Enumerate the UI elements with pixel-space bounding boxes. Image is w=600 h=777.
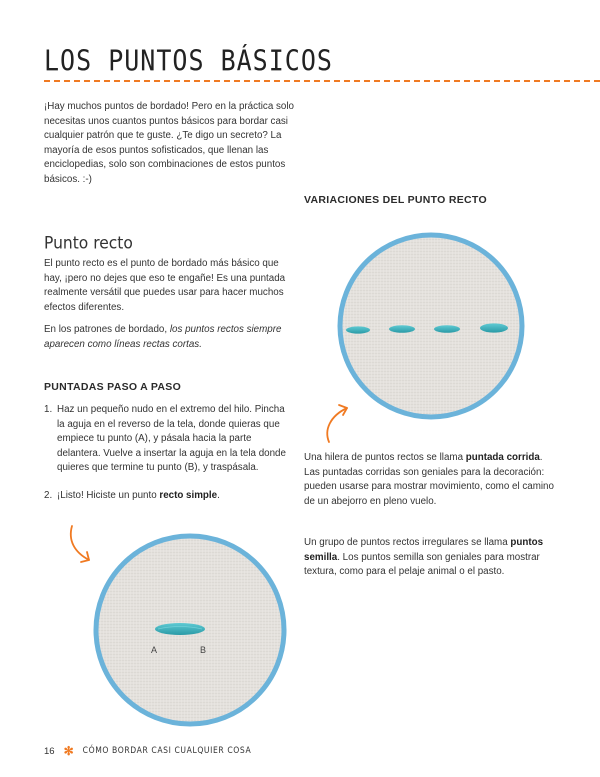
stitch [389,325,415,333]
semilla-bold-text: puntos semilla [304,537,544,563]
patterns-paragraph [44,323,294,352]
page-number: 16 [44,745,55,757]
point-b-label: B [200,645,207,655]
arrow-icon [320,398,356,448]
stitch [346,326,370,333]
title-divider [44,80,600,82]
corrida-bold-text: puntada corrida [465,452,540,463]
corrida-text: Una hilera de puntos rectos se llama [304,452,466,463]
semilla-text: Un grupo de puntos rectos irregulares se llama [304,537,511,548]
intro-paragraph: ¡Hay muchos puntos de bordado! Pero en la práctica solo necesitas unos cuantos puntos básicos para bordar casi cualquier patrón que te guste. ¿Te digo un secreto? La mayoría de esos puntos sofisticados, que llenan las enciclopedias, solo son combinaciones de estos puntos básicos. :-) [44,101,294,185]
corrida-text-suffix: . Las puntadas corridas son geniales para la decoración: pueden usarse para mostrar movimiento, como el camino de un abejorro en pleno vuelo. [304,452,554,507]
step-text: ¡Listo! Hiciste un punto [57,489,160,501]
book-title: CÓMO BORDAR CASI CUALQUIER COSA [82,746,252,756]
step-item [44,403,289,476]
step-number: 2. [44,489,53,501]
point-a-label: A [151,645,158,655]
step-text: Haz un pequeño nudo en el extremo del hilo. Pincha la aguja en el reverso de la tela, donde quieras que empiece tu punto (A), y pásala hacia la parte delantera. Vuelve a insertar la aguja en la tela donde quieres que termine tu punto (B), y traspásala. [57,404,286,474]
page-footer [44,744,251,758]
stitch [155,623,205,635]
patterns-text: En los patrones de bordado, [44,324,170,335]
section-heading-punto-recto: Punto recto [44,233,133,253]
patterns-italic-text: los puntos rectos siempre aparecen como líneas rectas cortas. [44,324,282,350]
step-number: 1. [44,404,53,415]
steps-list [44,403,289,504]
page-title: LOS PUNTOS BÁSICOS [44,44,333,78]
step-text-suffix: . [217,489,220,501]
straight-stitch-hoop-image [90,530,290,730]
steps-heading: PUNTADAS PASO A PASO [44,381,182,393]
semilla-text-suffix: . Los puntos semilla son geniales para mostrar textura, como para el pelaje animal o el pasto. [304,551,540,578]
stitch [434,325,460,333]
stitch [480,323,508,332]
seed-stitch-paragraph [304,536,556,580]
punto-recto-paragraph: El punto recto es el punto de bordado más básico que hay, ¡pero no dejes que eso te engañe! Es una puntada realmente versátil que puedes usar para hacer muchos efectos diferentes. [44,258,286,313]
step-bold-text: recto simple [159,489,218,501]
running-stitch-hoop-image [334,229,528,423]
running-stitch-paragraph [304,451,556,509]
step-item [44,489,289,504]
variations-heading: VARIACIONES DEL PUNTO RECTO [304,194,487,206]
star-icon: ✻ [63,744,74,758]
